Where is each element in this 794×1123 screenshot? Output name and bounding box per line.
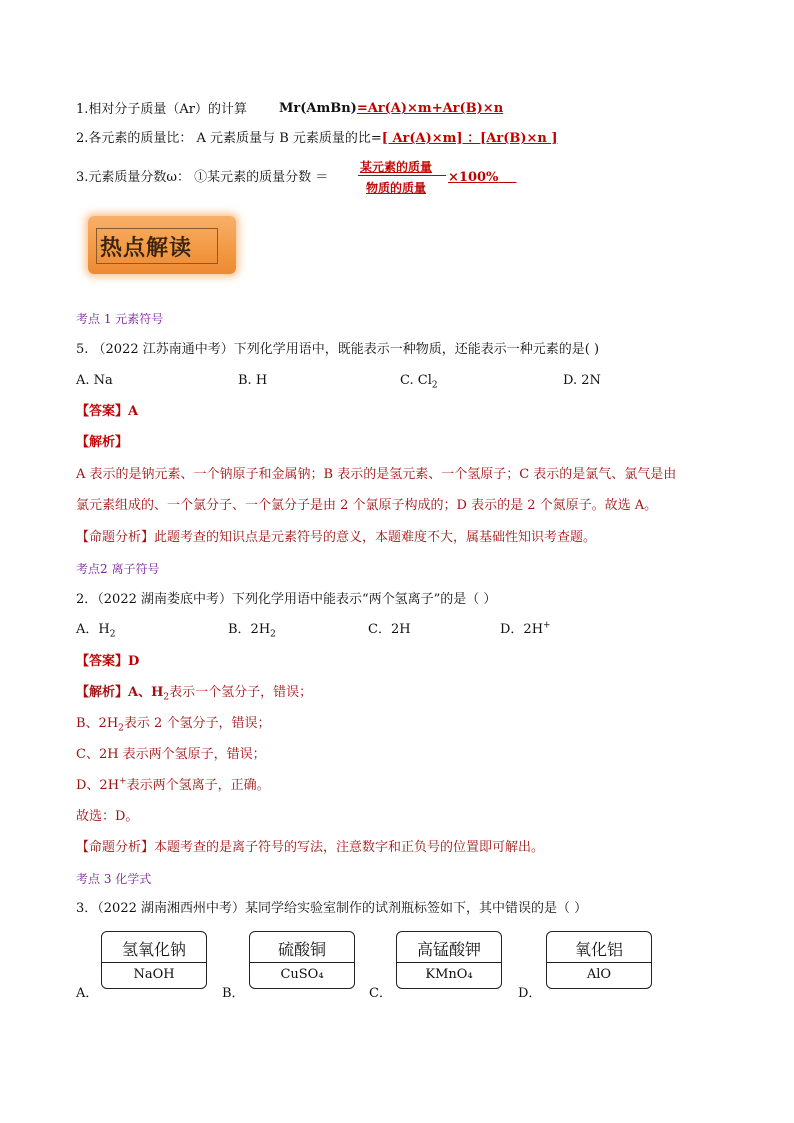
card-b-name: 硫酸铜: [277, 940, 326, 959]
card-d-formula: AlO: [586, 967, 612, 982]
card-c-formula: KMnO₄: [425, 967, 473, 982]
s2-option-d-sup: +: [543, 620, 551, 631]
s3-card-a: [101, 931, 207, 989]
formula-2-label: 2.各元素的质量比： A 元素质量与 B 元素质量的比=: [76, 131, 382, 146]
section2-choose: 故选：D。: [76, 809, 139, 824]
formula-1-rhs: =Ar(A)×m+Ar(B)×n: [356, 101, 504, 116]
section1-analysis-label: 【解析】: [76, 435, 129, 450]
s1-option-c: [400, 373, 438, 389]
s2-option-a-sub: 2: [109, 629, 116, 640]
section1-note: 【命题分析】此题考查的知识点是元素符号的意义，本题难度不大，属基础性知识考查题。: [76, 530, 597, 545]
s2-option-b-text: B．2H: [228, 622, 271, 637]
banner-title: 热点解读: [100, 236, 193, 261]
s2-analysis-a-sub: 2: [163, 692, 170, 703]
section3-question: 3．（2022 湖南湘西州中考）某同学给实验室制作的试剂瓶标签如下，其中错误的是（ ）: [76, 901, 588, 916]
fraction-bar: [358, 175, 446, 176]
formula-1-expr: [279, 101, 503, 117]
s3-option-a-letter: A．: [76, 986, 99, 1001]
s2-option-b-sub: 2: [270, 629, 276, 640]
card-divider: [547, 962, 651, 963]
fraction-numerator: 某元素的质量: [360, 160, 433, 174]
s1-option-a: A. Na: [76, 373, 113, 388]
section2-analysis-b: [76, 716, 270, 732]
s2-option-a: [76, 622, 115, 638]
card-a-formula: NaOH: [133, 967, 175, 982]
s2-option-c: C．2H: [368, 622, 411, 637]
section2-heading: 考点2 离子符号: [76, 562, 160, 576]
s3-card-d: [546, 931, 652, 989]
s2-analysis-a-pre: 【解析】A、H: [76, 685, 164, 700]
formula-1-lhs: Mr(AmBn): [279, 101, 357, 116]
formula-3-tail: [448, 170, 517, 186]
section2-analysis-a: [76, 685, 312, 701]
formula-1-label: 1.相对分子质量（Ar）的计算: [76, 102, 248, 117]
s2-analysis-b-sub: 2: [118, 723, 124, 734]
card-d-name: 氧化铝: [574, 940, 623, 959]
s2-option-b: [228, 622, 276, 638]
card-divider: [250, 962, 354, 963]
s2-option-d-text: D．2H: [500, 622, 544, 637]
s1-option-c-sub: 2: [431, 380, 438, 391]
section2-answer: 【答案】D: [76, 654, 140, 669]
section2-question: 2．（2022 湖南娄底中考）下列化学用语中能表示“两个氢离子”的是（ ）: [76, 592, 497, 607]
section1-analysis-line1: A 表示的是钠元素、一个钠原子和金属钠；B 表示的是氢元素、一个氢原子；C 表示的是氯气、氯气是由: [76, 467, 677, 482]
s2-analysis-d-post: 表示两个氢离子，正确。: [126, 778, 270, 793]
formula-3-tail-text: ×100%: [448, 170, 499, 185]
hot-topic-banner: [88, 216, 236, 274]
formula-3-label-text: 3.元素质量分数ω： ①某元素的质量分数 ＝: [76, 170, 329, 185]
s1-option-c-text: C. Cl: [400, 373, 432, 388]
card-b-formula: CuSO₄: [280, 967, 324, 982]
formula-2: [76, 131, 558, 147]
s2-analysis-d-sup: +: [119, 776, 127, 787]
s2-option-d: [500, 622, 551, 638]
s2-option-a-text: A．H: [76, 622, 110, 637]
s3-option-d-letter: D．: [518, 986, 542, 1001]
s3-option-b-letter: B．: [222, 986, 245, 1001]
formula-2-expr: [ Ar(A)×m] ：[Ar(B)×n ]: [381, 131, 558, 146]
s3-option-c-letter: C．: [369, 986, 392, 1001]
section2-note: 【命题分析】本题考查的是离子符号的写法，注意数字和正负号的位置即可解出。: [76, 840, 545, 855]
card-divider: [397, 962, 501, 963]
s3-card-c: [396, 931, 502, 989]
s2-analysis-b-pre: B、2H: [76, 716, 119, 731]
section2-analysis-d: [76, 778, 270, 794]
s1-option-d: D. 2N: [563, 373, 601, 388]
section1-heading: 考点 1 元素符号: [76, 312, 164, 326]
section1-analysis-line2: 氯元素组成的、一个氯分子、一个氯分子是由 2 个氯原子构成的；D 表示的是 2 个氮原子。故选 A。: [76, 498, 658, 513]
section1-answer: 【答案】A: [76, 404, 139, 419]
card-c-name: 高锰酸钾: [416, 940, 481, 959]
section3-heading: 考点 3 化学式: [76, 872, 152, 886]
section1-question: 5. （2022 江苏南通中考）下列化学用语中，既能表示一种物质，还能表示一种元素的是( ): [76, 342, 600, 357]
card-divider: [102, 962, 206, 963]
s2-analysis-b-post: 表示 2 个氢分子，错误；: [123, 716, 271, 731]
formula-3-label: [76, 170, 328, 186]
s2-analysis-d-pre: D、2H: [76, 778, 120, 793]
s2-analysis-a-post: 表示一个氢分子，错误；: [169, 685, 313, 700]
fraction-denominator: 物质的质量: [366, 181, 427, 195]
s1-option-b: B. H: [238, 373, 268, 388]
card-a-name: 氢氧化钠: [121, 940, 186, 959]
s3-card-b: [249, 931, 355, 989]
section2-analysis-c: C、2H 表示两个氢原子，错误；: [76, 747, 266, 762]
formula-1: [76, 102, 247, 118]
